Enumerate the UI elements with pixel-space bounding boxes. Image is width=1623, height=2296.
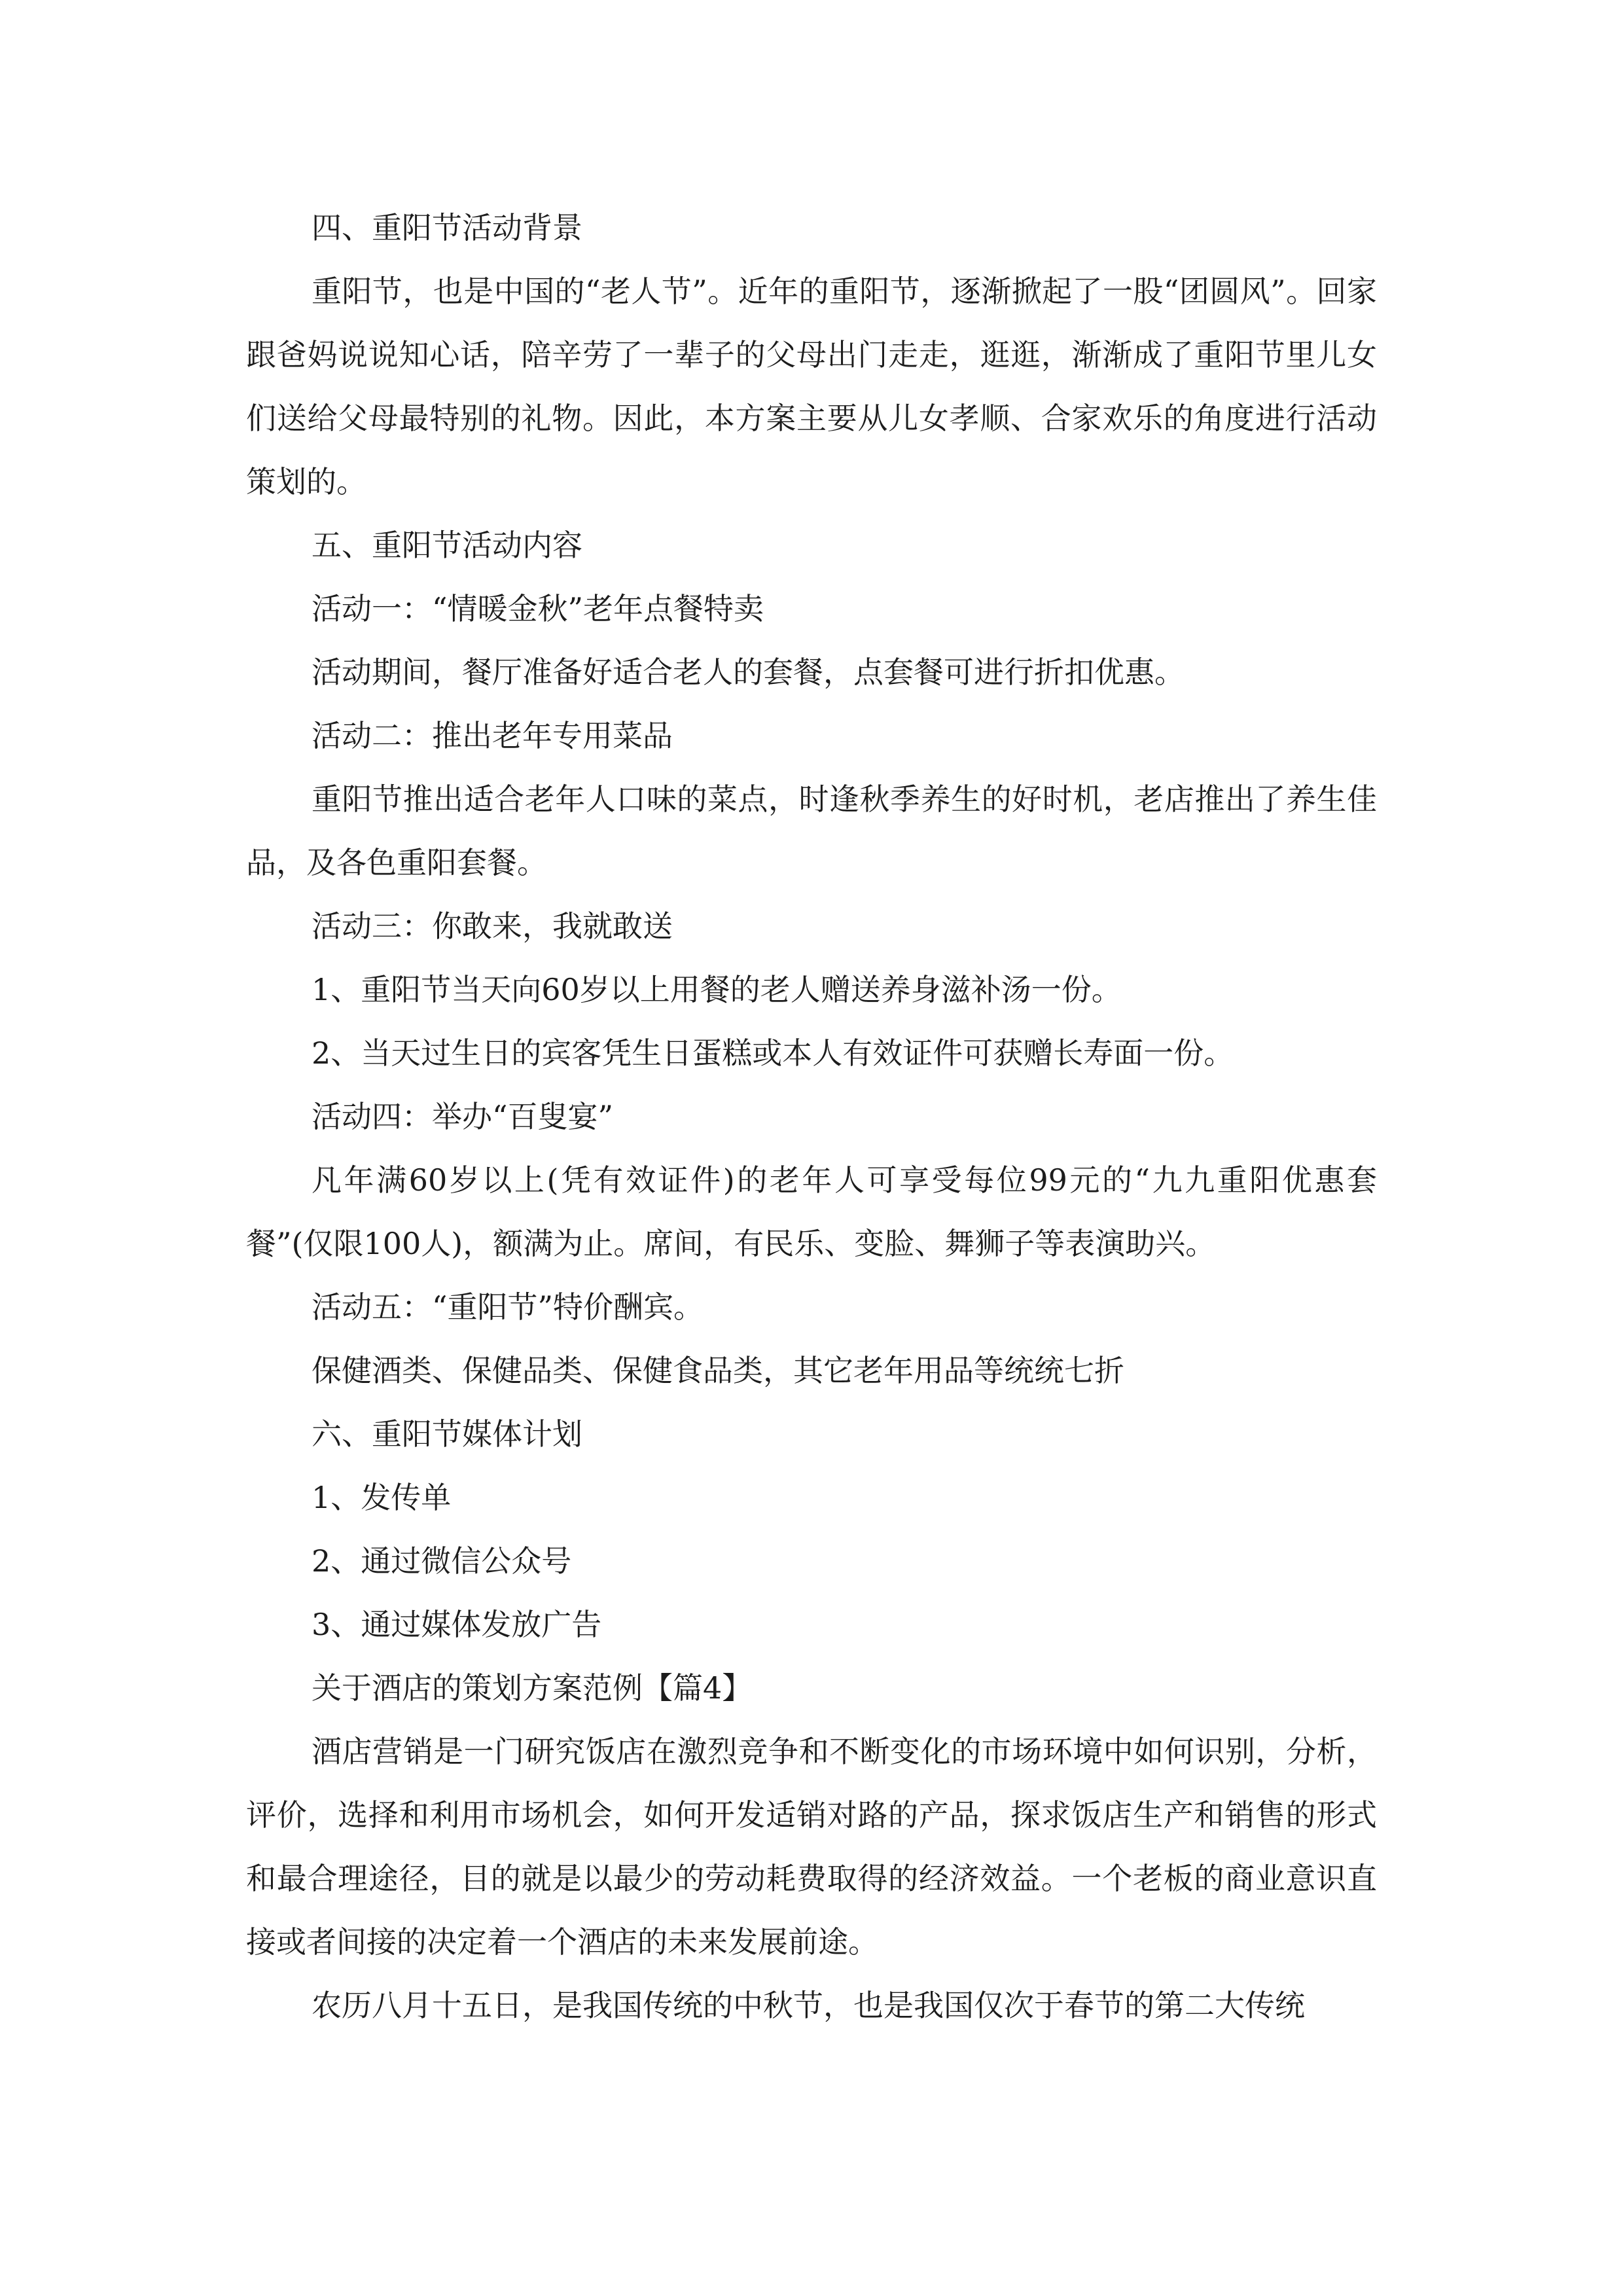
media-item-3: 3、通过媒体发放广告 bbox=[312, 1607, 602, 1642]
body-paragraph-background: 重阳节，也是中国的“老人节”。近年的重阳节，逐渐掀起了一股“团圆风”。回家跟爸妈说说知心话，陪辛劳了一辈子的父母出门走走，逛逛，渐渐成了重阳节里儿女们送给父母最特别的礼物。因此，本方案主要从儿女孝顺、合家欢乐的角度进行活动策划的。 bbox=[246, 274, 1377, 499]
activity-two-body: 重阳节推出适合老年人口味的菜点，时逢秋季养生的好时机，老店推出了养生佳品，及各色重阳套餐。 bbox=[246, 781, 1377, 880]
body-paragraph-marketing: 酒店营销是一门研究饭店在激烈竞争和不断变化的市场环境中如何识别，分析，评价，选择和利用市场机会，如何开发适销对路的产品，探求饭店生产和销售的形式和最合理途径，目的就是以最少的劳动耗费取得的经济效益。一个老板的商业意识直接或者间接的决定着一个酒店的未来发展前途。 bbox=[246, 1734, 1377, 1960]
activity-three-title: 活动三：你敢来，我就敢送 bbox=[312, 908, 673, 944]
document-page bbox=[246, 196, 1377, 2037]
activity-three-item-2: 2、当天过生日的宾客凭生日蛋糕或本人有效证件可获赠长寿面一份。 bbox=[312, 1035, 1234, 1071]
activity-four-title: 活动四：举办“百叟宴” bbox=[312, 1099, 614, 1134]
media-item-2: 2、通过微信公众号 bbox=[312, 1543, 572, 1579]
activity-four-body: 凡年满60岁以上(凭有效证件)的老年人可享受每位99元的“九九重阳优惠套餐”(仅限100人)，额满为止。席间，有民乐、变脸、舞狮子等表演助兴。 bbox=[246, 1162, 1377, 1261]
activity-one-title: 活动一：“情暖金秋”老年点餐特卖 bbox=[312, 591, 764, 626]
activity-three-item-1: 1、重阳节当天向60岁以上用餐的老人赠送养身滋补汤一份。 bbox=[312, 972, 1122, 1007]
article-title-part-4: 关于酒店的策划方案范例【篇4】 bbox=[312, 1670, 753, 1706]
activity-five-body: 保健酒类、保健品类、保健食品类，其它老年用品等统统七折 bbox=[312, 1353, 1124, 1388]
section-heading-background: 四、重阳节活动背景 bbox=[312, 210, 582, 245]
media-item-1: 1、发传单 bbox=[312, 1480, 452, 1515]
activity-five-title: 活动五：“重阳节”特价酬宾。 bbox=[312, 1289, 704, 1325]
section-heading-media: 六、重阳节媒体计划 bbox=[312, 1416, 582, 1452]
activity-one-body: 活动期间，餐厅准备好适合老人的套餐，点套餐可进行折扣优惠。 bbox=[312, 655, 1185, 690]
section-heading-content: 五、重阳节活动内容 bbox=[312, 528, 582, 563]
activity-two-title: 活动二：推出老年专用菜品 bbox=[312, 718, 673, 753]
body-paragraph-mid-autumn: 农历八月十五日，是我国传统的中秋节，也是我国仅次于春节的第二大传统 bbox=[312, 1988, 1305, 2023]
